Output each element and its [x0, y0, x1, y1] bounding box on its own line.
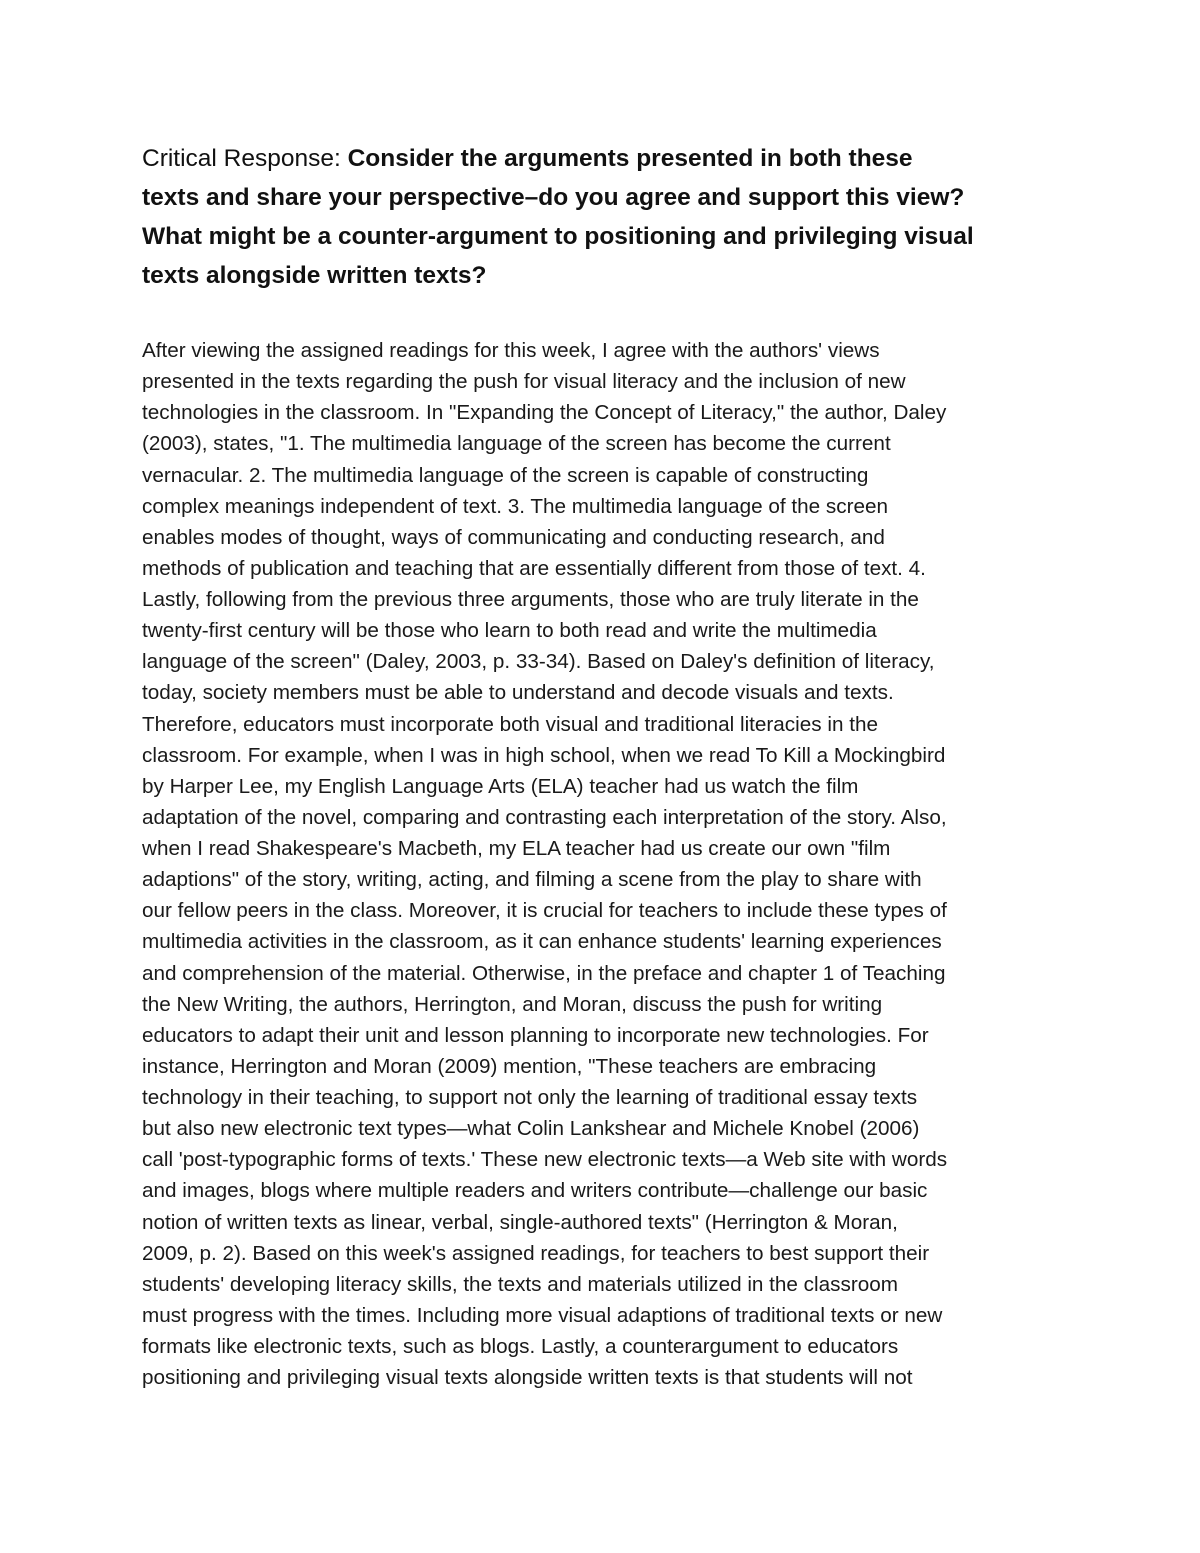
paragraph-line: educators to adapt their unit and lesson planning to incorporate new technologies. For: [142, 1023, 929, 1047]
paragraph-line: multimedia activities in the classroom, as it can enhance students' learning experiences: [142, 930, 942, 954]
response-paragraph: [142, 335, 1082, 1393]
paragraph-line: presented in the texts regarding the push for visual literacy and the inclusion of new: [142, 370, 906, 394]
paragraph-line: language of the screen" (Daley, 2003, p. 33-34). Based on Daley's definition of literacy,: [142, 650, 935, 674]
paragraph-line: twenty-first century will be those who learn to both read and write the multimedia: [142, 619, 877, 643]
paragraph-line: complex meanings independent of text. 3. The multimedia language of the screen: [142, 494, 888, 518]
paragraph-line: positioning and privileging visual texts alongside written texts is that students will not: [142, 1366, 913, 1390]
paragraph-line: and comprehension of the material. Otherwise, in the preface and chapter 1 of Teaching: [142, 961, 946, 985]
paragraph-line: notion of written texts as linear, verbal, single-authored texts" (Herrington & Moran,: [142, 1210, 898, 1234]
heading-line: [142, 139, 1082, 178]
paragraph-line: students' developing literacy skills, the texts and materials utilized in the classroom: [142, 1272, 898, 1296]
paragraph-line: by Harper Lee, my English Language Arts (ELA) teacher had us watch the film: [142, 774, 859, 798]
paragraph-line: our fellow peers in the class. Moreover, it is crucial for teachers to include these types of: [142, 899, 947, 923]
paragraph-line: vernacular. 2. The multimedia language of the screen is capable of constructing: [142, 463, 869, 487]
paragraph-line: formats like electronic texts, such as blogs. Lastly, a counterargument to educators: [142, 1335, 899, 1358]
paragraph-line: and images, blogs where multiple readers and writers contribute—challenge our basic: [142, 1179, 928, 1203]
paragraph-line: must progress with the times. Including more visual adaptions of traditional texts or new: [142, 1303, 943, 1327]
paragraph-line: technology in their teaching, to support not only the learning of traditional essay texts: [142, 1086, 918, 1109]
paragraph-line: methods of publication and teaching that are essentially different from those of text. 4.: [142, 556, 926, 580]
paragraph-line: classroom. For example, when I was in high school, when we read To Kill a Mockingbird: [142, 743, 946, 767]
paragraph-line: (2003), states, "1. The multimedia language of the screen has become the current: [142, 432, 891, 456]
paragraph-line: Therefore, educators must incorporate both visual and traditional literacies in the: [142, 712, 878, 736]
heading-line: texts and share your perspective–do you agree and support this view?: [142, 184, 965, 211]
paragraph-line: instance, Herrington and Moran (2009) mention, "These teachers are embracing: [142, 1054, 877, 1078]
paragraph-line: today, society members must be able to understand and decode visuals and texts.: [142, 681, 894, 705]
paragraph-line: Lastly, following from the previous three arguments, those who are truly literate in the: [142, 588, 919, 611]
paragraph-line: the New Writing, the authors, Herrington, and Moran, discuss the push for writing: [142, 992, 883, 1016]
heading-question-start: Consider the arguments presented in both these: [347, 145, 913, 172]
heading-line: texts alongside written texts?: [142, 262, 487, 289]
paragraph-line: technologies in the classroom. In "Expanding the Concept of Literacy," the author, Daley: [142, 401, 947, 425]
paragraph-line: 2009, p. 2). Based on this week's assigned readings, for teachers to best support their: [142, 1241, 930, 1265]
paragraph-line: but also new electronic text types—what Colin Lankshear and Michele Knobel (2006): [142, 1117, 920, 1141]
paragraph-line: adaptions" of the story, writing, acting, and filming a scene from the play to share with: [142, 868, 922, 892]
heading-label: Critical Response:: [142, 145, 348, 172]
paragraph-line: when I read Shakespeare's Macbeth, my ELA teacher had us create our own "film: [142, 837, 891, 860]
paragraph-line: enables modes of thought, ways of communicating and conducting research, and: [142, 525, 885, 549]
prompt-heading: [142, 139, 1082, 295]
paragraph-line: After viewing the assigned readings for this week, I agree with the authors' views: [142, 339, 880, 362]
heading-line: What might be a counter-argument to positioning and privileging visual: [142, 223, 974, 250]
paragraph-line: call 'post-typographic forms of texts.' These new electronic texts—a Web site with words: [142, 1148, 948, 1172]
paragraph-line: adaptation of the novel, comparing and contrasting each interpretation of the story. Also,: [142, 805, 947, 829]
